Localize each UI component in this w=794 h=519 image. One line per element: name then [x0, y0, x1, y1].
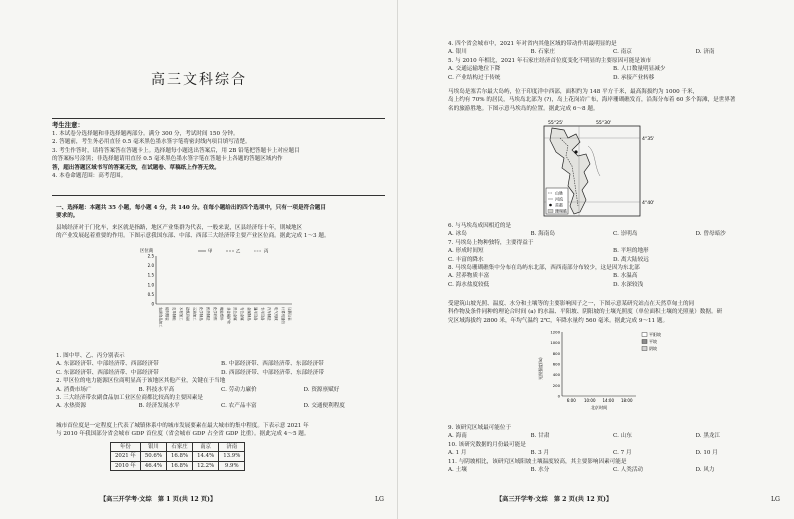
- table-cell: 14.4%: [193, 452, 219, 461]
- option-d[interactable]: D. 风力: [695, 467, 715, 474]
- option-d[interactable]: D. 水深较浅: [613, 281, 644, 288]
- option-a[interactable]: A. 消费市场广: [56, 386, 92, 393]
- option-a[interactable]: A. 东部经济带、中部经济带、西部经济带: [56, 361, 159, 368]
- table-cell: 12.2%: [193, 461, 219, 470]
- question-stem: 6. 与马埃岛成因相近的是: [448, 223, 512, 229]
- x-tick-label: 14:00: [602, 398, 615, 403]
- option-c[interactable]: C. 南京: [613, 49, 632, 56]
- section-line: 一、选择题：本题共 35 小题，每小题 4 分，共 140 分。在每小题给出的四个选项中，只有一项是符合题目: [56, 205, 326, 211]
- page-fold: [397, 0, 398, 519]
- x-tick-label: 医药制造: [206, 307, 210, 321]
- lat-label: 4°40': [642, 201, 654, 206]
- passage-line: 受建筑山坡光照、温度、水分和土壤等的主要影响因子之一，下图示意某研究站点在天然草甸土的同: [448, 301, 695, 307]
- question-stem: 2. 甲区位的电力能源区位商明显高于该地区其他产业，关键在于当地: [56, 378, 226, 385]
- option-row: [448, 466, 778, 474]
- y-tick-label: 200: [552, 382, 560, 388]
- option-d[interactable]: D. 济南: [695, 49, 715, 56]
- question-6-8: [448, 222, 778, 289]
- legend-label: 山脉: [555, 190, 563, 196]
- question-9-11: [448, 424, 778, 474]
- question-stem: 4. 四个省会城市中，2021 年对省内其他区域的带动作用最明显的是: [448, 41, 617, 47]
- option-c[interactable]: C. 劳动力廉价: [221, 386, 257, 393]
- option-a[interactable]: A. 水热资源: [56, 403, 86, 410]
- table-cell: 银川: [140, 443, 166, 452]
- table-row: [111, 452, 245, 461]
- passage-line: 岛上约有 70% 的居民，马埃岛北部为 (?)，岛上花岗岩广布，海岸珊瑚礁发育，沿海分布着 60 多个海滩，是世界著: [448, 97, 736, 104]
- notice-line: 2. 答题前，考生务必用直径 0.5 毫米黑色墨水签字笔将密封线内项目填写清楚。: [52, 139, 251, 146]
- footer-code: LG: [770, 496, 780, 503]
- legend-label: 乙: [236, 249, 241, 255]
- question-stem: 1. 图中甲、乙、丙分别表示: [56, 353, 125, 359]
- y-tick-label: 2.0: [147, 263, 154, 269]
- question-block-1-3: [56, 352, 386, 411]
- x-tick-label: 金属制品: [246, 307, 251, 321]
- legend-label: 阴坡: [649, 346, 657, 351]
- legend-label: 珊瑚礁: [555, 208, 567, 214]
- option-a[interactable]: A. 土壤: [448, 467, 467, 474]
- table-cell: 2021 年: [111, 452, 141, 461]
- option-b[interactable]: B. 水温高: [613, 273, 638, 280]
- option-c[interactable]: C. 崇明岛: [613, 231, 638, 238]
- y-tick-label: 0.5: [147, 291, 154, 297]
- x-axis-label: 北京时间: [590, 405, 608, 410]
- question-stem: 5. 与 2010 年相比，2021 年石家庄经济首位度变化不明显的主要原因可能是该市: [448, 57, 652, 64]
- option-row: [56, 402, 386, 410]
- x-tick-label: 皮革制鞋: [172, 307, 176, 321]
- y-tick-label: 600: [552, 361, 560, 367]
- y-tick-label: 1.5: [147, 272, 154, 278]
- passage-line: 县域经济对于门化车，来区就是指路，地区产业集群为代表，一般来说，区县经济每十年，則城地区: [56, 225, 303, 231]
- page-footer: [404, 496, 786, 507]
- option-c[interactable]: C. 农产品丰富: [221, 403, 257, 410]
- section-line: 要求的。: [56, 213, 79, 220]
- option-b[interactable]: B. 平坦的地形: [613, 248, 649, 255]
- intro-passage-1: [56, 224, 386, 241]
- option-d[interactable]: D. 承接产业转移: [613, 74, 655, 81]
- option-c[interactable]: C. 山东: [613, 433, 632, 440]
- table-header-row: [111, 443, 245, 452]
- x-tick-label: 计算机通信: [280, 307, 285, 324]
- question-stem: 10. 该研究数据的月份最可能是: [448, 441, 526, 448]
- question-stem: 9. 该研究区域最可能位于: [448, 425, 512, 431]
- table-row: [111, 461, 245, 470]
- x-tick-label: 6:00: [566, 398, 576, 403]
- table-cell: 9.9%: [219, 461, 245, 470]
- notice-line: 1. 本试卷分选择题和非选择题两部分。满分 300 分，考试时间 150 分钟。: [52, 131, 239, 137]
- x-tick-label: 黑色金属: [233, 307, 238, 321]
- y-tick-label: 400: [552, 372, 560, 378]
- table-cell: 50.6%: [140, 452, 166, 461]
- table-cell: 16.8%: [166, 461, 192, 470]
- option-row: [448, 230, 778, 238]
- option-d[interactable]: D. 交通便利程度: [303, 403, 345, 410]
- x-tick-label: 10:00: [583, 398, 596, 403]
- option-a[interactable]: A. 交通运输地位下降: [448, 66, 501, 73]
- intro-passage-4: [448, 300, 778, 325]
- option-b[interactable]: B. 中部经济带、西部经济带、东部经济带: [221, 361, 324, 368]
- y-tick-label: 1200: [550, 329, 560, 335]
- footer-code: LG: [374, 496, 384, 503]
- y-axis-label: 区位商: [140, 249, 154, 254]
- x-tick-label: 纺织服装: [165, 307, 170, 321]
- notice-box: [52, 118, 385, 196]
- option-c[interactable]: C. 人类活动: [613, 467, 644, 474]
- notice-line: 答，超出答题区域书写的答案无效，在试题卷、草稿纸上作答无效。: [52, 164, 220, 171]
- option-d[interactable]: D. 离大陆较远: [613, 256, 649, 263]
- x-tick-label: 电气机械: [274, 307, 278, 321]
- option-a[interactable]: A. 银川: [448, 49, 467, 56]
- passage-line: 马埃岛是塞舌尔最大岛屿，位于印度洋中西部，面积约为 148 平方千米，最高海拔约为 1000 千米，: [448, 89, 699, 95]
- x-tick-label: 木材加工: [178, 307, 183, 321]
- table-cell: 石家庄: [166, 443, 192, 452]
- y-tick-label: 2.5: [147, 253, 154, 259]
- question-4-5: [448, 40, 778, 82]
- option-d[interactable]: D. 西部经济带、中部经济带、东部经济带: [221, 369, 324, 376]
- legend-label: 平阳坡: [649, 332, 661, 337]
- passage-line: 名的旅游胜地。下图示意马埃岛的位置。据此完成 6～8 题。: [448, 105, 599, 112]
- section-one-heading: [56, 204, 386, 221]
- passage-line: 的产业发展起着重要的作用。下图示意我国东部、中部、西部三大经济带主要产业区位商。据此完成 1～3 题。: [56, 233, 330, 240]
- legend-label: 平坡: [649, 339, 657, 344]
- map-graphic: [524, 116, 654, 220]
- question-stem: 8. 马埃岛珊瑚礁集中分布在岛屿东北部，西西南部分布较少，这是因为东北部: [448, 265, 640, 272]
- x-tick-label: 18:00: [620, 398, 633, 403]
- lon-label: 55°30': [596, 121, 612, 126]
- option-b[interactable]: B. 海南岛: [530, 231, 555, 238]
- lat-label: 4°35': [642, 137, 654, 142]
- option-a[interactable]: A. 冰岛: [448, 231, 467, 238]
- passage-line: 究区域海拔约 2800 米，年均气温约 2℃，年降水量约 560 毫米。据此完成 9～11 题。: [448, 317, 669, 324]
- legend-label: 河流: [555, 196, 563, 202]
- option-b[interactable]: B. 科技水平高: [138, 386, 175, 393]
- option-row: [448, 247, 778, 255]
- legend-swatch: [642, 340, 647, 344]
- page-right: [404, 6, 786, 514]
- option-b[interactable]: B. 石家庄: [530, 49, 555, 56]
- option-row: [448, 48, 778, 56]
- lon-label: 55°25': [548, 121, 564, 126]
- option-row: [448, 281, 778, 289]
- page-footer: [8, 496, 390, 507]
- x-tick-label: 通用设备: [253, 307, 258, 321]
- option-a[interactable]: A. 营养物质丰富: [448, 273, 490, 280]
- option-d[interactable]: D. 10 月: [695, 450, 718, 457]
- x-tick-label: 化学制品: [199, 307, 204, 321]
- x-tick-label: 造纸印刷: [185, 307, 190, 321]
- question-stem: 3. 三大经济带农副食品加工业区位商都比较高的主要因素是: [56, 395, 203, 402]
- y-axis-label: 光照强度(lx): [538, 357, 543, 380]
- option-c[interactable]: C. 7 月: [613, 450, 632, 457]
- notice-heading: 考生注意：: [52, 121, 84, 129]
- option-row: [448, 449, 778, 457]
- option-d[interactable]: D. 黑龙江: [695, 433, 721, 440]
- option-b[interactable]: B. 人口数量明显减少: [613, 66, 666, 73]
- notice-line: 的答案标号涂黑；非选择题请用直径 0.5 毫米黑色墨水签字笔在答题卡上各题的答题区域内作: [52, 156, 283, 163]
- legend-swatch: [642, 347, 647, 351]
- intro-passage-3: [448, 88, 778, 113]
- light-intensity-chart: [536, 326, 666, 422]
- table-cell: 13.9%: [219, 452, 245, 461]
- legend-label: 甲: [208, 249, 213, 255]
- option-c[interactable]: C. 丰富的降水: [448, 256, 484, 263]
- question-stem: 7. 马埃岛上物种独特，主要得益于: [448, 239, 534, 246]
- option-d[interactable]: D. 曾母暗沙: [695, 231, 726, 238]
- y-tick-label: 1000: [550, 340, 560, 346]
- x-tick-label: 农副食品加工: [158, 307, 163, 328]
- x-tick-label: 有色金属: [240, 307, 244, 321]
- industry-location-chart: [138, 246, 298, 350]
- option-b[interactable]: B. 经济发展水平: [138, 403, 180, 410]
- option-d[interactable]: D. 资源禀赋好: [303, 386, 340, 393]
- option-c[interactable]: C. 产业结构过于传统: [448, 74, 501, 81]
- option-row: [56, 369, 386, 377]
- x-tick-label: 非金属矿物: [226, 307, 231, 324]
- table-cell: 年份: [111, 443, 141, 452]
- option-a[interactable]: A. 1 月: [448, 450, 467, 457]
- option-c[interactable]: C. 海水盐度较低: [448, 281, 490, 288]
- x-tick-label: 石油加工: [192, 307, 197, 321]
- option-row: [448, 432, 778, 440]
- exam-title: 高三文科综合: [151, 72, 247, 88]
- mahe-island-map: [524, 116, 654, 220]
- option-b[interactable]: B. 水分: [530, 467, 550, 474]
- x-tick-label: 仪器仪表: [287, 307, 292, 321]
- x-tick-label: 汽车制造: [267, 307, 272, 321]
- option-a[interactable]: A. 海南: [448, 433, 467, 440]
- option-a[interactable]: A. 形成时间短: [448, 248, 484, 255]
- table-cell: 16.8%: [166, 452, 192, 461]
- option-c[interactable]: C. 东部经济带、西部经济带、中部经济带: [56, 369, 159, 376]
- page-left: [8, 6, 390, 514]
- question-stem: 11. 与阴坡相比，该研究区域阳坡土壤温度较高，其主要影响因素可能是: [448, 458, 627, 465]
- x-tick-label: 化学纤维: [212, 307, 217, 321]
- option-row: [448, 65, 778, 73]
- notice-line: 3. 考生作答时，请将答案答在答题卡上。选择题每小题选出答案后，用 2B 铅笔把答题卡上对应题目: [52, 147, 300, 154]
- legend-label: 首都: [555, 202, 563, 208]
- option-b[interactable]: B. 3 月: [530, 450, 550, 457]
- option-row: [448, 74, 778, 82]
- passage-line: 科作物及条件同种的理论合时间 (a) 的水温、平阳坡、阴阳坡的土壤光照度（单位面积土壤的光照量）数据。研: [448, 309, 723, 316]
- y-tick-label: 0: [151, 301, 154, 307]
- legend-swatch: [642, 333, 647, 337]
- gdp-primacy-table: [110, 442, 245, 471]
- y-tick-label: 0: [557, 393, 560, 399]
- option-row: [448, 256, 778, 264]
- option-row: [56, 386, 386, 394]
- x-tick-label: 橡胶塑料: [219, 307, 224, 321]
- option-row: [56, 360, 386, 368]
- passage-line: 城市首位度是一定程度上代表了城镇体系中的城市发展要素在最大城市的集中程度。下表示意 2021 年: [56, 423, 309, 429]
- intro-passage-2: [56, 422, 386, 439]
- notice-line: 4. 本卷命题范围：高考范围。: [52, 173, 127, 180]
- footer-page-label: 【高三开学考·文综 第 1 页(共 12 页)】: [100, 496, 217, 503]
- table-cell: 2010 年: [111, 461, 141, 470]
- table-cell: 南京: [193, 443, 219, 452]
- option-b[interactable]: B. 甘肃: [530, 433, 550, 440]
- footer-page-label: 【高三开学考·文综 第 2 页(共 12 页)】: [496, 496, 613, 503]
- table-cell: 济南: [219, 443, 245, 452]
- x-tick-label: 专用设备: [260, 307, 265, 321]
- y-tick-label: 1.0: [147, 282, 154, 288]
- passage-line: 与 2010 年我国部分省会城市 GDP 首位度（省会城市 GDP 占全省 GDP 比重）。据此完成 4～5 题。: [56, 431, 310, 438]
- option-row: [448, 272, 778, 280]
- legend-label: 丙: [264, 249, 269, 255]
- table-cell: 46.4%: [140, 461, 166, 470]
- y-tick-label: 800: [552, 350, 560, 356]
